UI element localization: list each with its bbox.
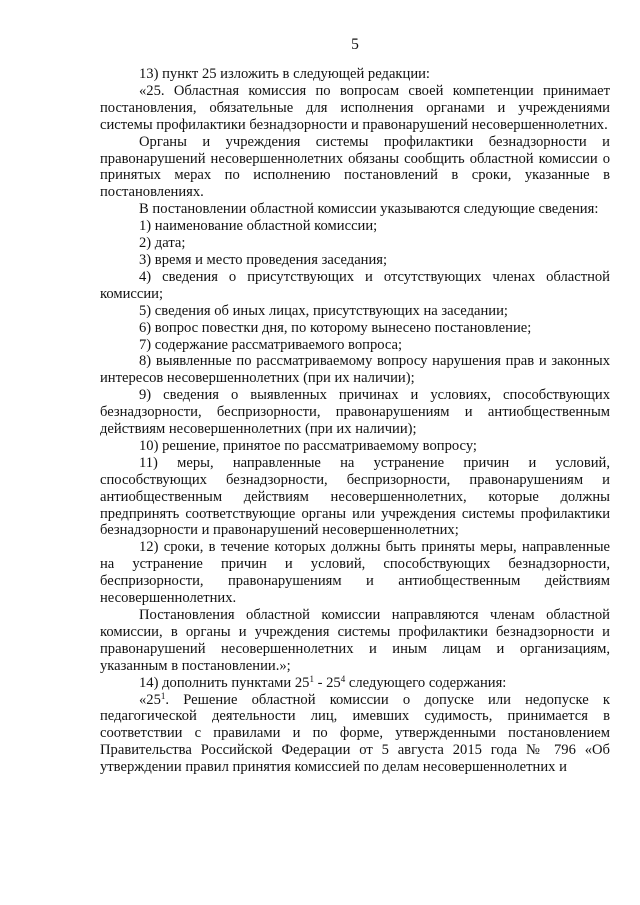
item14-superscript-1: 1 [309, 673, 314, 684]
list-item-4: 4) сведения о присутствующих и отсутствующих членах областной комиссии; [100, 268, 610, 302]
item14-superscript-4: 4 [340, 673, 346, 684]
paragraph-organs-obliged: Органы и учреждения системы профилактики безнадзорности и правонарушений несовершеннолетних обязаны сообщить областной комиссии о принятых мерах по исполнению постановлений в сроки, указанные в постановлениях. [100, 133, 610, 201]
list-item-11: 11) меры, направленные на устранение причин и условий, способствующих безнадзорности, беспризорности, правонарушениям и антиобщественным действиям несовершеннолетних, которые должны предпринять соответствующие органы или учреждения системы профилактики безнадзорности и правонарушений несовершеннолетних; [100, 454, 610, 539]
list-item-6: 6) вопрос повестки дня, по которому вынесено постановление; [139, 319, 532, 336]
paragraph-resolutions-sent: Постановления областной комиссии направляются членам областной комиссии, в органы и учреждения системы профилактики безнадзорности и правонарушений несовершеннолетних и иным лицам и организациям, указанным в постановлении.»; [100, 607, 610, 674]
paragraph-item-14 [100, 675, 610, 692]
document-page [100, 0, 610, 905]
list-item-1: 1) наименование областной комиссии; [139, 218, 378, 235]
list-item-3: 3) время и место проведения заседания; [139, 251, 388, 268]
list-item-8: 8) выявленные по рассматриваемому вопросу нарушения прав и законных интересов несовершеннолетних (при их наличии); [100, 353, 610, 387]
paragraph-resolution-contents: В постановлении областной комиссии указываются следующие сведения: [139, 201, 599, 218]
list-item-7: 7) содержание рассматриваемого вопроса; [139, 336, 403, 353]
list-item-10: 10) решение, принятое по рассматриваемому вопросу; [139, 437, 477, 454]
list-item-9: 9) сведения о выявленных причинах и условиях, способствующих безнадзорности, беспризорности, правонарушениям и антиобщественным действиям несовершеннолетних (при их наличии); [100, 387, 610, 438]
list-item-2: 2) дата; [139, 235, 186, 252]
paragraph-item-13: 13) пункт 25 изложить в следующей редакции: [139, 66, 430, 82]
item14-text-end: следующего содержания: [345, 674, 507, 691]
list-item-5: 5) сведения об иных лицах, присутствующих на заседании; [139, 302, 508, 319]
item14-text-mid: - 25 [313, 674, 341, 691]
item25-1-superscript: 1 [160, 690, 166, 701]
item25-1-text: . Решение областной комиссии о допуске или недопуске к педагогической деятельности лиц, имевших судимость, принимается в соответствии с правилами и по форме, утвержденными постановлением Правительства Российской Федерации от 5 августа 2015 года № 796 «Об утверждении правил принятия комиссией по делам несовершеннолетних и [100, 691, 610, 776]
paragraph-25-1 [100, 692, 610, 777]
document-body [100, 66, 610, 776]
list-item-12: 12) сроки, в течение которых должны быть приняты меры, направленные на устранение причин и условий, способствующих безнадзорности, беспризорности, правонарушениям и антиобщественным действиям несовершеннолетних. [100, 539, 610, 607]
item25-1-number: «25 [139, 691, 161, 708]
item14-text-start: 14) дополнить пунктами 25 [139, 674, 310, 691]
paragraph-25-intro: «25. Областная комиссия по вопросам своей компетенции принимает постановления, обязательные для исполнения органами и учреждениями системы профилактики безнадзорности и правонарушений несовершеннолетних. [100, 82, 610, 133]
page-number: 5 [351, 36, 359, 53]
